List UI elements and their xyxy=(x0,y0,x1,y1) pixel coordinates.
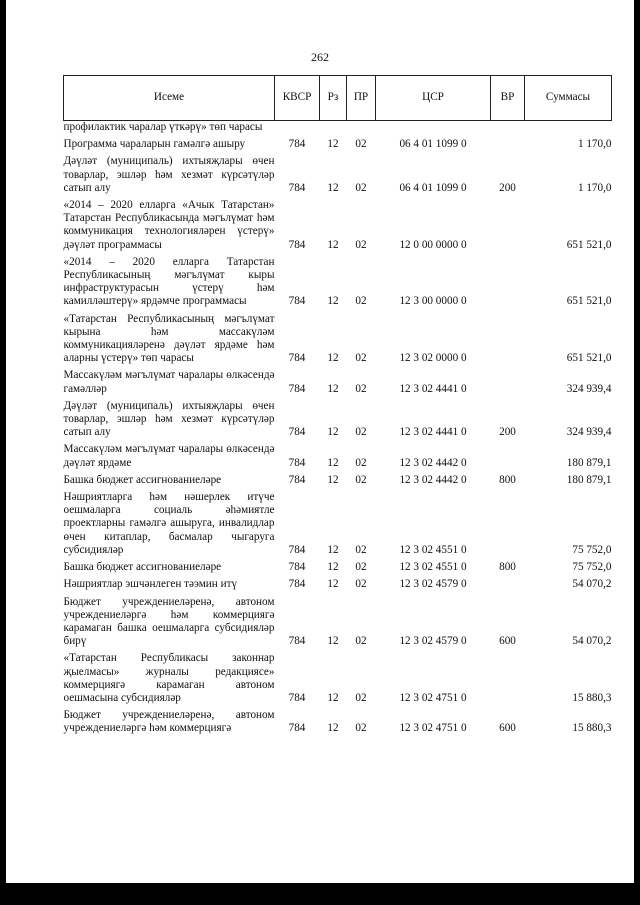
cell-csr: 12 3 00 0000 0 xyxy=(399,295,467,308)
cell-sum: 75 752,0 xyxy=(572,561,612,574)
header-vr: ВР xyxy=(491,76,525,121)
cell-rz: 12 xyxy=(327,295,339,308)
cell-kvsr: 784 xyxy=(288,456,306,469)
cell-vr xyxy=(491,648,525,705)
header-name: Исеме xyxy=(64,76,275,121)
cell-kvsr: 784 xyxy=(288,238,306,251)
cell-name: Программа чараларын гамәлгә ашыру xyxy=(63,138,246,151)
header-sum: Суммасы xyxy=(525,76,612,121)
cell-sum: 1 170,0 xyxy=(577,138,612,151)
cell-name: Башка бюджет ассигнованиеләре xyxy=(63,561,222,574)
cell-vr xyxy=(491,121,525,135)
cell-pr: 02 xyxy=(355,426,367,439)
cell-kvsr: 784 xyxy=(288,473,306,486)
cell-vr: 200 xyxy=(499,181,516,194)
cell-pr: 02 xyxy=(355,138,367,151)
cell-rz: 12 xyxy=(327,352,339,365)
cell-sum: 1 170,0 xyxy=(577,181,612,194)
cell-rz: 12 xyxy=(327,578,339,591)
table-row xyxy=(64,557,612,574)
table-row xyxy=(64,252,612,309)
cell-pr: 02 xyxy=(355,635,367,648)
table-row xyxy=(64,365,612,395)
cell-vr xyxy=(491,252,525,309)
table-row xyxy=(64,574,612,591)
cell-kvsr: 784 xyxy=(288,426,306,439)
table-row xyxy=(64,309,612,366)
table-row xyxy=(64,470,612,487)
table-row xyxy=(64,134,612,151)
cell-kvsr: 784 xyxy=(288,352,306,365)
cell-pr: 02 xyxy=(355,295,367,308)
cell-sum: 54 070,2 xyxy=(572,635,612,648)
cell-kvsr: 784 xyxy=(288,543,306,556)
cell-name: «Татарстан Республикасының мәгълүмат кырына һәм массакүләм коммуникацияләренә дәүләт ярдәме һәм аларны үстерү» төп чарасы xyxy=(63,312,275,365)
cell-name: Массакүләм мәгълүмат чаралары өлкәсендә дәүләт ярдәме xyxy=(63,443,275,469)
header-csr: ЦСР xyxy=(376,76,491,121)
cell-rz: 12 xyxy=(327,456,339,469)
cell-kvsr: 784 xyxy=(288,382,306,395)
table-row xyxy=(64,705,612,735)
cell-pr: 02 xyxy=(355,382,367,395)
cell-rz: 12 xyxy=(327,635,339,648)
table-row xyxy=(64,151,612,195)
cell-csr: 12 3 02 0000 0 xyxy=(399,352,467,365)
cell-sum: 180 879,1 xyxy=(566,473,612,486)
table-row xyxy=(64,396,612,440)
cell-rz: 12 xyxy=(327,543,339,556)
cell-name: «Татарстан Республикасы законнар җыелмасы» журналы редакциясе» коммерциягә карамаган автоном оешмасына субсидияләр xyxy=(63,652,275,704)
scan-edge-left xyxy=(0,0,6,905)
cell-rz: 12 xyxy=(327,691,339,704)
cell-name: Массакүләм мәгълүмат чаралары өлкәсендә гамәлләр xyxy=(63,369,275,395)
cell-vr xyxy=(491,134,525,151)
cell-kvsr: 784 xyxy=(288,181,306,194)
budget-table xyxy=(63,75,612,736)
cell-vr xyxy=(491,365,525,395)
cell-csr: 12 3 02 4442 0 xyxy=(399,456,467,469)
cell-sum: 54 070,2 xyxy=(572,578,612,591)
cell-csr xyxy=(376,121,491,135)
cell-kvsr: 784 xyxy=(288,635,306,648)
cell-sum: 180 879,1 xyxy=(566,456,612,469)
cell-sum: 651 521,0 xyxy=(566,295,612,308)
cell-name: Дәүләт (муниципаль) ихтыяҗлары өчен товарлар, эшләр һәм хезмәт күрсәтүләр сатып алу xyxy=(63,399,275,439)
cell-vr: 800 xyxy=(499,473,516,486)
table-header-row xyxy=(64,76,612,121)
cell-rz: 12 xyxy=(327,426,339,439)
cell-sum: 15 880,3 xyxy=(572,691,612,704)
cell-sum: 15 880,3 xyxy=(572,722,612,735)
cell-csr: 12 3 02 4751 0 xyxy=(399,691,467,704)
cell-pr: 02 xyxy=(355,543,367,556)
cell-pr xyxy=(347,121,376,135)
table-row xyxy=(64,195,612,252)
cell-kvsr: 784 xyxy=(288,691,306,704)
cell-vr: 200 xyxy=(499,426,516,439)
cell-kvsr: 784 xyxy=(288,578,306,591)
cell-name: профилактик чаралар үткәрү» төп чарасы xyxy=(63,121,263,133)
cell-csr: 12 3 02 4551 0 xyxy=(399,561,467,574)
cell-vr xyxy=(491,439,525,469)
cell-sum: 324 939,4 xyxy=(566,426,612,439)
cell-kvsr: 784 xyxy=(288,561,306,574)
cell-pr: 02 xyxy=(355,473,367,486)
table-row xyxy=(64,648,612,705)
scan-edge-bottom xyxy=(0,883,640,905)
cell-rz: 12 xyxy=(327,722,339,735)
cell-rz: 12 xyxy=(327,561,339,574)
cell-csr: 06 4 01 1099 0 xyxy=(399,181,467,194)
cell-kvsr: 784 xyxy=(288,722,306,735)
cell-rz: 12 xyxy=(327,138,339,151)
cell-csr: 12 3 02 4442 0 xyxy=(399,473,467,486)
cell-vr: 600 xyxy=(499,635,516,648)
cell-name: Дәүләт (муниципаль) ихтыяҗлары өчен товарлар, эшләр һәм хезмәт күрсәтүләр сатып алу xyxy=(63,155,275,194)
cell-csr: 12 3 02 4551 0 xyxy=(399,543,467,556)
cell-name: «2014 – 2020 елларга «Ачык Татарстан» Татарстан Республикасында мәгълүмат һәм коммуникация технологияләрен үстерү» дәүләт программасы xyxy=(63,199,275,251)
cell-kvsr xyxy=(275,121,320,135)
cell-sum xyxy=(525,121,612,135)
cell-name: Нәшриятларга һәм нәшерлек итүче оешмаларга социаль әһәмиятле проектларны гамәлгә ашыруга, инвалидлар өчен китаплар, басмалар чыгаруга субсидияләр xyxy=(63,491,275,556)
cell-kvsr: 784 xyxy=(288,295,306,308)
cell-vr xyxy=(491,574,525,591)
cell-rz: 12 xyxy=(327,473,339,486)
cell-pr: 02 xyxy=(355,722,367,735)
cell-sum: 324 939,4 xyxy=(566,382,612,395)
cell-pr: 02 xyxy=(355,181,367,194)
cell-sum: 75 752,0 xyxy=(572,543,612,556)
page-number: 262 xyxy=(311,50,329,64)
scan-edge-right xyxy=(634,0,640,905)
table-row xyxy=(64,439,612,469)
cell-pr: 02 xyxy=(355,456,367,469)
cell-pr: 02 xyxy=(355,238,367,251)
cell-pr: 02 xyxy=(355,691,367,704)
cell-csr: 12 3 02 4579 0 xyxy=(399,578,467,591)
cell-name: Бюджет учреждениеләренә, автоном учреждениеләргә һәм коммерциягә xyxy=(63,709,275,735)
table-body xyxy=(64,121,612,736)
cell-vr: 800 xyxy=(499,561,516,574)
cell-csr: 12 3 02 4441 0 xyxy=(399,382,467,395)
table-row xyxy=(64,487,612,557)
cell-rz: 12 xyxy=(327,382,339,395)
cell-kvsr: 784 xyxy=(288,138,306,151)
cell-name: Нәшриятлар эшчәнлеген тәэмин итү xyxy=(63,578,238,591)
cell-vr xyxy=(491,309,525,366)
cell-vr: 600 xyxy=(499,722,516,735)
cell-rz: 12 xyxy=(327,181,339,194)
cell-rz xyxy=(320,121,347,135)
cell-vr xyxy=(491,487,525,557)
header-kvsr: КВСР xyxy=(275,76,320,121)
cell-rz: 12 xyxy=(327,238,339,251)
table-row xyxy=(64,121,612,135)
cell-csr: 12 3 02 4441 0 xyxy=(399,426,467,439)
cell-vr xyxy=(491,195,525,252)
cell-csr: 06 4 01 1099 0 xyxy=(399,138,467,151)
header-pr: ПР xyxy=(347,76,376,121)
cell-name: «2014 – 2020 елларга Татарстан Республикасының мәгълүмат кыры инфраструктурасын үстерү һәм камилләштерү» ярдәмче программасы xyxy=(63,255,275,308)
cell-sum: 651 521,0 xyxy=(566,238,612,251)
cell-pr: 02 xyxy=(355,561,367,574)
cell-name: Бюджет учреждениеләренә, автоном учреждениеләргә һәм коммерциягә карамаган башка оешмаларга субсидияләр бирү xyxy=(63,595,275,648)
cell-csr: 12 0 00 0000 0 xyxy=(399,238,467,251)
cell-name: Башка бюджет ассигнованиеләре xyxy=(63,473,222,486)
table-row xyxy=(64,592,612,649)
cell-pr: 02 xyxy=(355,578,367,591)
cell-csr: 12 3 02 4579 0 xyxy=(399,635,467,648)
cell-pr: 02 xyxy=(355,352,367,365)
cell-csr: 12 3 02 4751 0 xyxy=(399,722,467,735)
cell-sum: 651 521,0 xyxy=(566,352,612,365)
header-rz: Рз xyxy=(320,76,347,121)
